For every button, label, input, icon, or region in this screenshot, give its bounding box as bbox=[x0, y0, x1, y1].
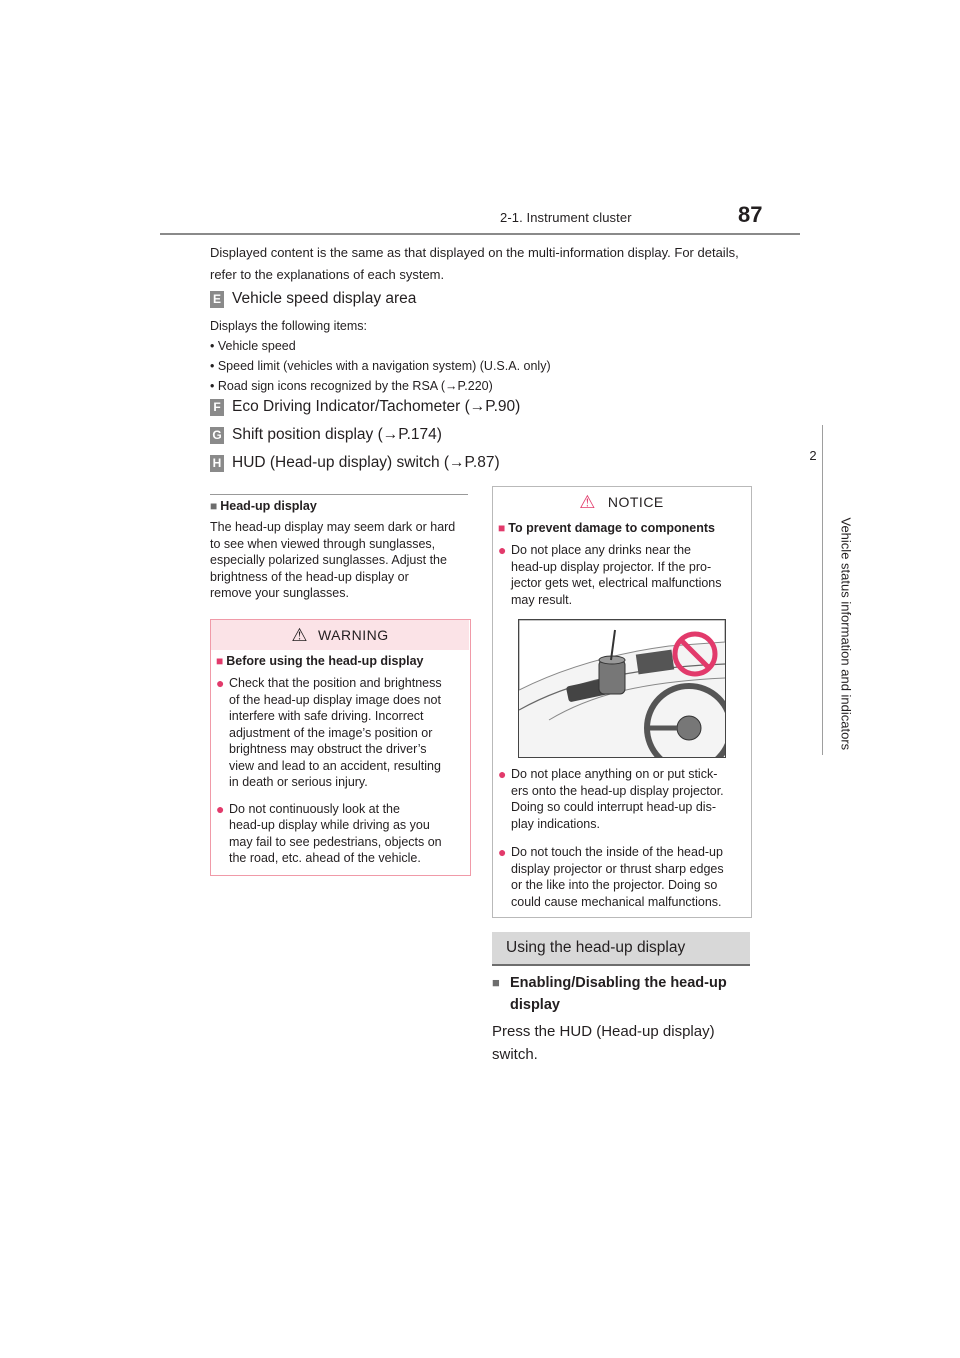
text-line: Doing so could interrupt head-up dis- bbox=[511, 800, 716, 814]
column-rule bbox=[210, 494, 468, 495]
square-icon: ■ bbox=[210, 499, 218, 513]
warning-subhead bbox=[216, 654, 466, 668]
notice-bullet-1 bbox=[498, 542, 748, 608]
notice-bullet-3 bbox=[498, 844, 748, 910]
dashboard-illustration-icon bbox=[519, 620, 725, 757]
text-line: Press the HUD (Head-up display) bbox=[492, 1023, 715, 1040]
text-line: could cause mechanical malfunctions. bbox=[511, 894, 722, 909]
subsection-title-line: display bbox=[510, 997, 560, 1013]
text-line: the road, etc. ahead of the vehicle. bbox=[229, 851, 421, 865]
text-line: to see when viewed through sunglasses, bbox=[210, 536, 436, 551]
text-line: Do not touch the inside of the head-up bbox=[511, 845, 723, 859]
hud-note-title: Head-up display bbox=[220, 499, 317, 513]
list-item: • Vehicle speed bbox=[210, 339, 296, 353]
bullet-text bbox=[229, 801, 442, 867]
text-line: Do not continuously look at the bbox=[229, 801, 400, 816]
bullet-icon: ● bbox=[498, 766, 507, 782]
notice-subhead bbox=[498, 521, 748, 535]
warning-icon: ⚠ bbox=[291, 624, 308, 645]
text-line: head-up display projector. If the pro- bbox=[511, 559, 712, 574]
item-letter: H bbox=[210, 455, 224, 472]
intro-line: Displayed content is the same as that displayed on the multi-information display. For details, bbox=[210, 245, 739, 260]
text-line: adjustment of the image’s position or bbox=[229, 725, 433, 740]
hud-projector-illustration bbox=[518, 619, 726, 758]
notice-title: NOTICE bbox=[607, 494, 664, 510]
text-line: brightness of the head-up display or bbox=[210, 569, 409, 584]
hud-note-body bbox=[210, 519, 468, 602]
warning-content bbox=[216, 654, 466, 867]
notice-subhead-text: To prevent damage to components bbox=[508, 521, 715, 535]
warning-title: WARNING bbox=[317, 627, 389, 643]
text-line: The head-up display may seem dark or hard bbox=[210, 520, 456, 534]
item-f bbox=[210, 397, 520, 417]
bullet-icon: ● bbox=[498, 844, 507, 860]
bullet-text bbox=[511, 844, 724, 910]
hud-note bbox=[210, 499, 468, 602]
warning-bullet-1 bbox=[216, 675, 466, 791]
text-line: jector gets wet, electrical malfunctions bbox=[511, 576, 722, 590]
text-line: especially polarized sunglasses. Adjust the bbox=[210, 553, 447, 567]
bullet-icon: ● bbox=[216, 800, 225, 817]
bullet-text bbox=[511, 542, 722, 608]
warning-bullet-2 bbox=[216, 801, 466, 867]
speed-area-intro: Displays the following items: bbox=[210, 319, 368, 333]
text-line: may result. bbox=[511, 592, 573, 607]
intro-paragraph bbox=[210, 242, 770, 286]
instruction-paragraph bbox=[492, 1020, 752, 1066]
chapter-number: 2 bbox=[809, 448, 817, 463]
text-line: may fail to see pedestrians, objects on bbox=[229, 834, 442, 849]
subsection-heading-line bbox=[492, 972, 752, 994]
chapter-tab-line bbox=[822, 425, 823, 755]
item-label: Vehicle speed display area bbox=[232, 290, 417, 307]
bullet-text bbox=[511, 766, 724, 832]
item-h bbox=[210, 453, 500, 473]
section-heading: Using the head-up display bbox=[506, 939, 686, 956]
item-label: HUD (Head-up display) switch (→P.87) bbox=[232, 454, 500, 471]
text-line: Check that the position and brightness bbox=[229, 676, 442, 690]
subsection-heading bbox=[492, 972, 752, 1016]
item-letter: G bbox=[210, 427, 224, 444]
bullet-icon: ● bbox=[498, 542, 507, 558]
square-icon: ■ bbox=[498, 521, 506, 535]
section-title: 2-1. Instrument cluster bbox=[500, 210, 632, 225]
text-line: of the head-up display image does not bbox=[229, 692, 441, 707]
text-line: display projector or thrust sharp edges bbox=[511, 861, 724, 876]
item-label: Shift position display (→P.174) bbox=[232, 426, 442, 443]
text-line: remove your sunglasses. bbox=[210, 586, 349, 600]
item-letter: F bbox=[210, 399, 224, 416]
section-heading-bar bbox=[492, 932, 750, 966]
item-g bbox=[210, 425, 442, 445]
speed-area-list bbox=[210, 316, 551, 396]
text-line: in death or serious injury. bbox=[229, 775, 368, 789]
item-e bbox=[210, 289, 416, 309]
square-icon: ■ bbox=[492, 975, 500, 990]
list-item: • Speed limit (vehicles with a navigation system) (U.S.A. only) bbox=[210, 359, 551, 373]
text-line: head-up display while driving as you bbox=[229, 818, 430, 832]
item-label: Eco Driving Indicator/Tachometer (→P.90) bbox=[232, 398, 521, 415]
text-line: ers onto the head-up display projector. bbox=[511, 783, 724, 798]
list-item: • Road sign icons recognized by the RSA (→P.220) bbox=[210, 379, 493, 393]
header-rule bbox=[160, 233, 800, 235]
text-line: interfere with safe driving. Incorrect bbox=[229, 709, 424, 723]
warning-subhead-text: Before using the head-up display bbox=[226, 654, 424, 668]
bullet-text bbox=[229, 675, 442, 791]
text-line: Do not place anything on or put stick- bbox=[511, 767, 718, 781]
text-line: switch. bbox=[492, 1046, 538, 1063]
text-line: brightness may obstruct the driver’s bbox=[229, 742, 427, 756]
text-line: Do not place any drinks near the bbox=[511, 543, 691, 557]
notice-bullet-2 bbox=[498, 766, 748, 832]
text-line: or the like into the projector. Doing so bbox=[511, 878, 718, 892]
text-line: view and lead to an accident, resulting bbox=[229, 758, 441, 773]
notice-content bbox=[498, 521, 748, 608]
intro-line: refer to the explanations of each system. bbox=[210, 267, 445, 282]
warning-header bbox=[211, 620, 469, 650]
notice-header bbox=[493, 487, 750, 517]
page-number: 87 bbox=[738, 202, 763, 227]
text-line: play indications. bbox=[511, 816, 600, 831]
subsection-title-line: Enabling/Disabling the head-up bbox=[510, 975, 727, 991]
caution-icon: ⚠ bbox=[579, 491, 596, 512]
chapter-title: Vehicle status information and indicators bbox=[838, 517, 854, 751]
notice-content-2 bbox=[498, 766, 748, 910]
bullet-icon: ● bbox=[216, 675, 225, 691]
hud-note-heading bbox=[210, 499, 468, 513]
square-icon: ■ bbox=[216, 654, 224, 668]
item-letter: E bbox=[210, 291, 224, 308]
